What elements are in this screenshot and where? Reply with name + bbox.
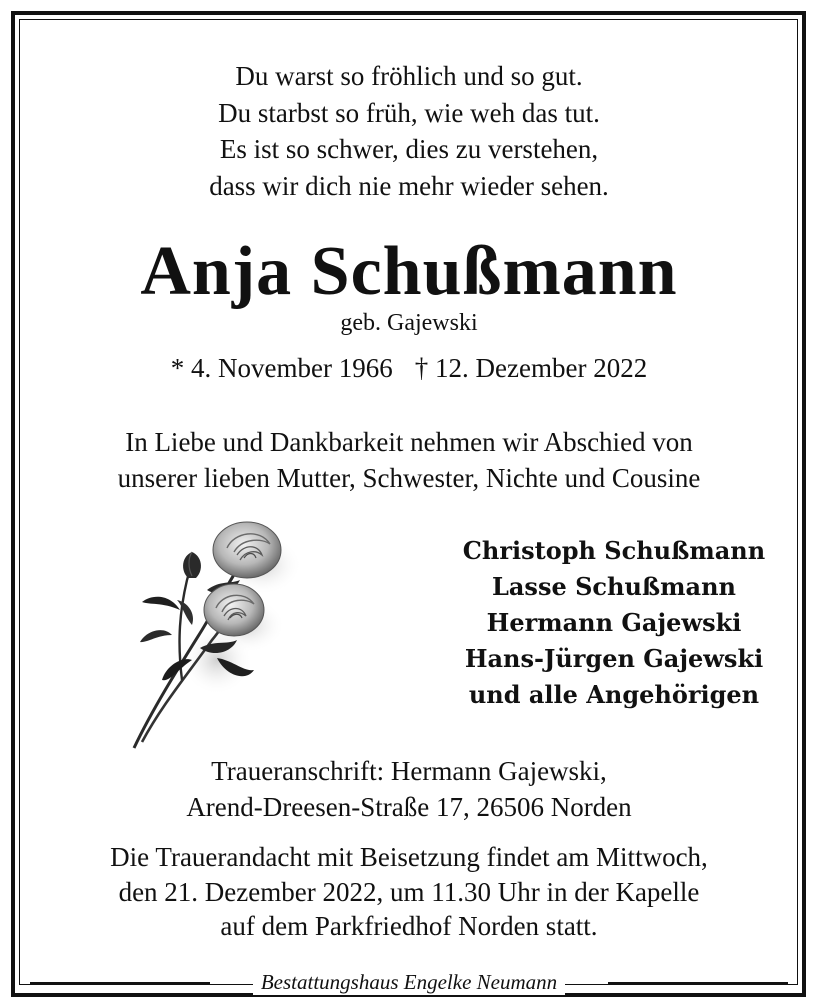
poem-line: dass wir dich nie mehr wieder sehen. <box>209 170 609 201</box>
service-line: den 21. Dezember 2022, um 11.30 Uhr in der Kapelle <box>118 876 700 907</box>
life-dates <box>0 351 818 385</box>
poem-line: Du warst so fröhlich und so gut. <box>235 61 583 91</box>
poem-line: Du starbst so früh, wie weh das tut. <box>218 97 600 128</box>
deceased-name: Anja Schußmann <box>140 233 678 310</box>
mourner-name: Lasse Schußmann <box>492 572 736 601</box>
mourning-address <box>0 753 818 825</box>
service-line: auf dem Parkfriedhof Norden statt. <box>220 911 598 941</box>
birth-date: * 4. November 1966 <box>170 353 393 383</box>
poem <box>0 58 818 204</box>
mourners-list <box>378 533 818 713</box>
rose-icon <box>122 510 322 760</box>
address-line: Traueranschrift: Hermann Gajewski, <box>211 756 607 786</box>
maiden-name: geb. Gajewski <box>340 310 478 336</box>
farewell-text <box>0 424 818 496</box>
mourner-name: Christoph Schußmann <box>462 536 766 565</box>
footer-rule-left <box>30 982 210 984</box>
footer <box>0 969 818 995</box>
footer-rule-right <box>608 982 788 984</box>
funeral-home: Bestattungshaus Engelke Neumann <box>253 969 565 995</box>
farewell-line: unserer lieben Mutter, Schwester, Nichte und Cousine <box>117 463 701 493</box>
death-date: † 12. Dezember 2022 <box>414 353 648 383</box>
mourner-name: und alle Angehörigen <box>468 680 760 709</box>
service-info <box>0 840 818 944</box>
service-line: Die Trauerandacht mit Beisetzung findet am Mittwoch, <box>110 842 708 872</box>
poem-line: Es ist so schwer, dies zu verstehen, <box>219 134 599 164</box>
mourner-name: Hans-Jürgen Gajewski <box>464 644 764 673</box>
farewell-line: In Liebe und Dankbarkeit nehmen wir Abschied von <box>125 427 693 457</box>
address-line: Arend-Dreesen-Straße 17, 26506 Norden <box>186 792 632 822</box>
mourner-name: Hermann Gajewski <box>486 608 742 637</box>
